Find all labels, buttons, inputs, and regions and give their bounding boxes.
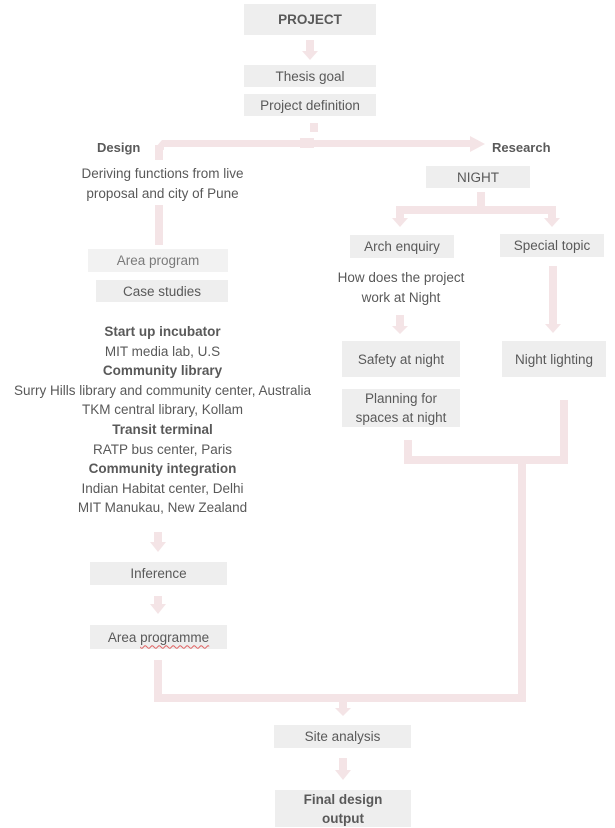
- project-label: PROJECT: [278, 12, 342, 27]
- safety-at-night-node: [342, 341, 460, 377]
- case-heading: Start up incubator: [104, 324, 221, 339]
- research-branch-label: Research: [492, 140, 551, 155]
- case-item: TKM central library, Kollam: [81, 402, 244, 418]
- case-heading: Transit terminal: [112, 421, 213, 437]
- area-programme-node: [90, 625, 227, 649]
- final-design-line: output: [322, 810, 364, 826]
- arch-enquiry-label: Arch enquiry: [364, 239, 440, 254]
- night-label: NIGHT: [457, 169, 499, 185]
- special-topic-label: Special topic: [513, 238, 591, 253]
- project-definition-node: [244, 94, 376, 116]
- design-description-line: proposal and city of Pune: [86, 186, 239, 201]
- case-heading: Community library: [102, 363, 223, 379]
- case-item: Indian Habitat center, Delhi: [81, 480, 244, 496]
- area-programme-prefix: Area: [107, 629, 141, 645]
- project-definition-label: Project definition: [260, 97, 360, 113]
- final-design-node: [275, 790, 411, 827]
- case-studies-node: [96, 280, 228, 302]
- arch-question-text: [318, 268, 484, 308]
- site-analysis-label: Site analysis: [304, 729, 381, 744]
- case-heading: Community integration: [88, 461, 237, 477]
- arch-question-line: work at Night: [361, 290, 441, 305]
- project-node: [244, 4, 376, 35]
- case-study-list: [0, 322, 325, 518]
- final-design-line: Final design: [303, 791, 383, 807]
- inference-label: Inference: [130, 566, 187, 581]
- arch-enquiry-node: [350, 235, 454, 258]
- area-program-node: [88, 249, 228, 272]
- design-description: [40, 164, 285, 204]
- case-item: MIT media lab, U.S: [104, 343, 221, 359]
- night-node: [426, 166, 530, 188]
- case-item: Surry Hills library and community center, Australia: [13, 382, 312, 398]
- area-programme-word: programme: [140, 629, 210, 645]
- safety-at-night-label: Safety at night: [357, 351, 445, 367]
- site-analysis-node: [274, 725, 411, 748]
- planning-node: [342, 389, 460, 427]
- thesis-goal-node: [244, 65, 376, 87]
- night-lighting-label: Night lighting: [514, 351, 594, 367]
- arch-question-line: How does the project: [337, 270, 465, 285]
- thesis-goal-label: Thesis goal: [275, 68, 345, 84]
- planning-line: Planning for: [364, 391, 438, 406]
- case-studies-label: Case studies: [122, 283, 202, 299]
- night-lighting-node: [502, 341, 606, 377]
- special-topic-node: [500, 234, 604, 257]
- planning-line: spaces at night: [355, 410, 447, 425]
- case-item: RATP bus center, Paris: [92, 441, 233, 457]
- area-program-label: Area program: [116, 253, 200, 268]
- design-branch-label: Design: [97, 140, 141, 155]
- inference-node: [90, 562, 227, 585]
- design-description-line: Deriving functions from live: [81, 166, 244, 181]
- area-programme-label: [108, 628, 209, 647]
- case-item: MIT Manukau, New Zealand: [77, 500, 248, 516]
